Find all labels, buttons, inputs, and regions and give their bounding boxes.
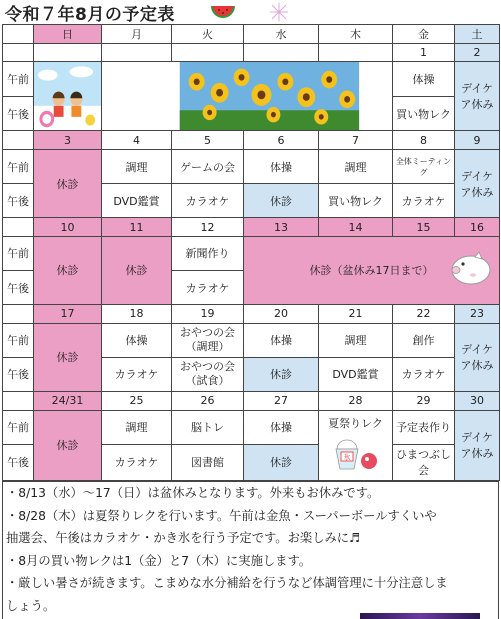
title-bar (0, 0, 501, 24)
day-header-mon: 月 (102, 25, 172, 44)
firework-icon (268, 2, 290, 22)
week2-am-row (3, 150, 500, 184)
date-cell: 5 (172, 131, 244, 150)
date-cell: 24/31 (34, 391, 102, 410)
note-line: ・厳しい暑さが続きます。こまめな水分補給を行うなど体調管理に十分注意しま (6, 576, 448, 591)
date-cell: 18 (102, 305, 172, 324)
week3-date-row (3, 218, 500, 237)
pm-label: 午後 (3, 270, 34, 304)
date-cell: 4 (102, 131, 172, 150)
activity-cell: カラオケ (393, 357, 455, 391)
activity-cell: 全体ミーティング (393, 150, 455, 184)
closed-cell: 休診 (34, 236, 102, 304)
date-cell: 6 (244, 131, 319, 150)
date-cell: 22 (393, 305, 455, 324)
activity-cell: 調理 (319, 323, 393, 357)
date-cell: 8 (393, 131, 455, 150)
note-line: ・8/13（水）～17（日）は盆休みとなります。外来もお休みです。 (6, 486, 380, 500)
week5-am-row (3, 410, 500, 444)
am-label: 午前 (3, 323, 34, 357)
date-cell: 23 (455, 305, 500, 324)
activity-cell: 調理 (102, 410, 172, 444)
daycare-closed-cell: デイケア休み (455, 150, 500, 218)
date-cell: 17 (34, 305, 102, 324)
week5-date-row (3, 391, 500, 410)
activity-cell: おやつの会（調理） (172, 323, 244, 357)
activity-cell: カラオケ (172, 184, 244, 218)
date-cell: 3 (34, 131, 102, 150)
summer-festival-cell (319, 410, 393, 480)
date-cell: 25 (102, 391, 172, 410)
activity-cell: 創作 (393, 323, 455, 357)
activity-cell: DVD鑑賞 (102, 184, 172, 218)
date-cell: 29 (393, 391, 455, 410)
closed-cell: 休診 (244, 184, 319, 218)
closed-cell: 休診 (34, 323, 102, 391)
activity-cell: おやつの会（試食） (172, 357, 244, 391)
corner-cell (3, 25, 34, 44)
note-line: しょう。 (6, 598, 56, 613)
pm-label: 午後 (3, 444, 34, 480)
am-label: 午前 (3, 236, 34, 270)
date-cell: 7 (319, 131, 393, 150)
activity-cell: 体操 (244, 150, 319, 184)
note-line: ・8月の買い物レクは1（金）と7（木）に実施します。 (6, 553, 312, 568)
activity-cell: 体操 (244, 323, 319, 357)
activity-cell: 脳トレ (172, 410, 244, 444)
date-cell: 21 (319, 305, 393, 324)
activity-cell: カラオケ (102, 444, 172, 480)
activity-cell: 調理 (102, 150, 172, 184)
pm-label: 午後 (3, 357, 34, 391)
calendar-table (2, 24, 500, 481)
pm-label: 午後 (3, 96, 34, 131)
day-header-tue: 火 (172, 25, 244, 44)
closed-cell: 休診 (34, 410, 102, 480)
activity-cell: 体操 (244, 410, 319, 444)
daycare-closed-cell: デイケア休み (455, 410, 500, 480)
activity-cell: カラオケ (102, 357, 172, 391)
activity-cell: 予定表作り (393, 410, 455, 444)
date-cell: 13 (244, 218, 319, 237)
date-cell: 11 (102, 218, 172, 237)
am-label: 午前 (3, 150, 34, 184)
shaved-ice-icon (331, 437, 381, 471)
week1-date-row (3, 43, 500, 62)
day-header-wed: 水 (244, 25, 319, 44)
date-cell: 19 (172, 305, 244, 324)
date-cell: 30 (455, 391, 500, 410)
page-title: 令和７年8月の予定表 (5, 5, 175, 25)
am-label: 午前 (3, 62, 34, 97)
activity-cell: カラオケ (172, 270, 244, 304)
fireworks-image (360, 613, 480, 619)
date-cell: 12 (172, 218, 244, 237)
notes-section (2, 481, 499, 619)
activity-cell: 買い物レク (393, 96, 455, 131)
obon-holiday-cell (244, 236, 500, 304)
activity-cell: DVD鑑賞 (319, 357, 393, 391)
week4-date-row (3, 305, 500, 324)
obon-holiday-label: 休診（盆休み17日まで） (309, 264, 434, 278)
closed-cell: 休診 (102, 236, 172, 304)
day-header-fri: 金 (393, 25, 455, 44)
activity-cell: ゲームの会 (172, 150, 244, 184)
date-cell: 28 (319, 391, 393, 410)
closed-cell: 休診 (34, 150, 102, 218)
week4-am-row (3, 323, 500, 357)
pig-icon (449, 250, 493, 286)
day-header-thu: 木 (319, 25, 393, 44)
daycare-closed-cell: デイケア休み (455, 62, 500, 131)
date-cell: 15 (393, 218, 455, 237)
week3-am-row (3, 236, 500, 270)
date-cell: 27 (244, 391, 319, 410)
week1-am-row (3, 62, 500, 97)
pm-label: 午後 (3, 184, 34, 218)
date-cell: 9 (455, 131, 500, 150)
date-cell: 2 (455, 43, 500, 62)
activity-cell: 新聞作り (172, 236, 244, 270)
activity-cell: 買い物レク (319, 184, 393, 218)
day-header-sun: 日 (34, 25, 102, 44)
daycare-closed-cell: デイケア休み (455, 323, 500, 391)
closed-cell: 休診 (244, 444, 319, 480)
date-cell: 26 (172, 391, 244, 410)
activity-cell: 図書館 (172, 444, 244, 480)
children-illustration (34, 62, 102, 131)
note-line: 抽選会、午後はカラオケ・かき氷を行う予定です。お楽しみに♬ (6, 531, 361, 546)
svg-text:氷: 氷 (343, 453, 351, 462)
date-cell: 10 (34, 218, 102, 237)
week2-date-row (3, 131, 500, 150)
day-header-sat: 土 (455, 25, 500, 44)
activity-cell: ひまつぶし会 (393, 444, 455, 480)
activity-cell: 体操 (102, 323, 172, 357)
sunflower-illustration (102, 62, 393, 131)
weekday-header-row (3, 25, 500, 44)
note-line: ・8/28（木）は夏祭りレクを行います。午前は金魚・スーパーボールすくいや (6, 508, 437, 523)
activity-cell: 体操 (393, 62, 455, 97)
date-cell: 14 (319, 218, 393, 237)
am-label: 午前 (3, 410, 34, 444)
date-cell: 16 (455, 218, 500, 237)
summer-festival-label: 夏祭りレク (328, 416, 383, 430)
date-cell: 20 (244, 305, 319, 324)
activity-cell: 調理 (319, 150, 393, 184)
activity-cell: カラオケ (393, 184, 455, 218)
watermelon-icon (210, 2, 236, 22)
closed-cell: 休診 (244, 357, 319, 391)
date-cell: 1 (393, 43, 455, 62)
